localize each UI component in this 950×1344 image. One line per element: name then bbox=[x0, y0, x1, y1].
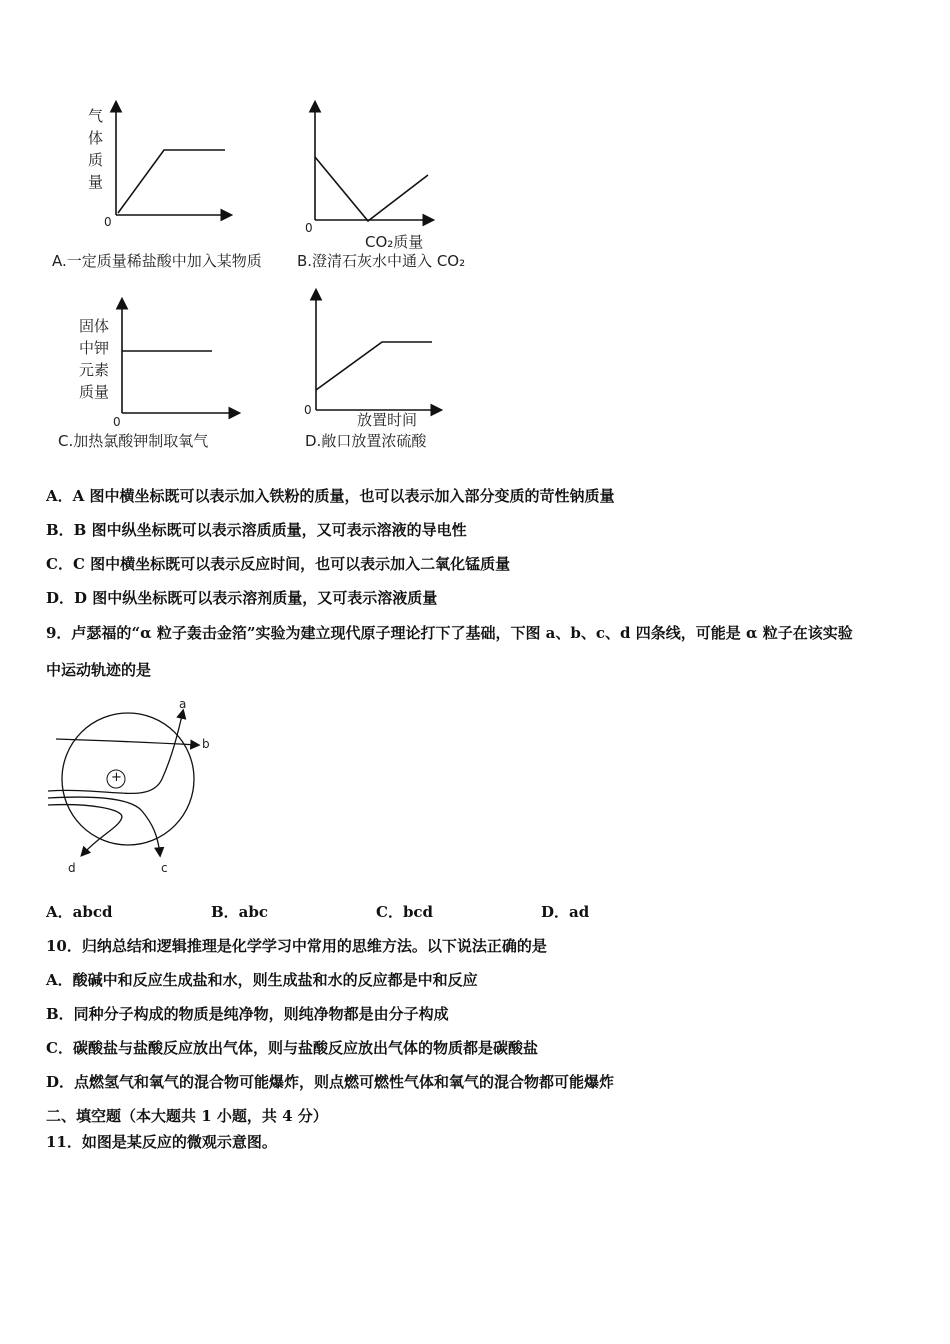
graph-a-ylabel-char: 量 bbox=[88, 173, 104, 191]
q10-option-b: B．同种分子构成的物质是纯净物，则纯净物都是由分子构成 bbox=[46, 1005, 449, 1023]
label-b: b bbox=[202, 737, 210, 751]
q9-option-d: D．ad bbox=[541, 903, 590, 921]
q10-stem: 10．归纳总结和逻辑推理是化学学习中常用的思维方法。以下说法正确的是 bbox=[46, 937, 547, 955]
graph-b-curve bbox=[315, 157, 428, 221]
graph-d-xlabel: 放置时间 bbox=[357, 411, 418, 429]
graph-c-ylabel-line: 中钾 bbox=[79, 339, 110, 357]
trajectory-b bbox=[56, 739, 198, 745]
q8-option-d: D．D 图中纵坐标既可以表示溶剂质量，又可表示溶液质量 bbox=[46, 589, 438, 607]
graph-a-ylabel bbox=[88, 105, 103, 193]
rutherford-svg bbox=[40, 695, 230, 885]
graph-c-ylabel-line: 元素 bbox=[79, 361, 110, 379]
graph-c-ylabel bbox=[79, 315, 109, 403]
graph-c bbox=[75, 295, 250, 435]
trajectory-c bbox=[48, 797, 160, 855]
graph-d-origin: 0 bbox=[304, 403, 312, 417]
label-c: c bbox=[161, 861, 168, 875]
graph-c-caption: C.加热氯酸钾制取氧气 bbox=[58, 432, 209, 450]
graph-a-axes bbox=[80, 95, 250, 230]
q9-stem-line2: 中运动轨迹的是 bbox=[46, 661, 152, 679]
q9-option-c: C．bcd bbox=[376, 903, 434, 921]
graph-a-caption: A.一定质量稀盐酸中加入某物质 bbox=[52, 252, 262, 270]
graph-a-origin: 0 bbox=[104, 215, 112, 229]
graph-b-caption: B.澄清石灰水中通入 CO₂ bbox=[297, 252, 466, 270]
q9-option-a: A．abcd bbox=[46, 903, 113, 921]
graph-a-ylabel-char: 质 bbox=[88, 151, 104, 169]
graph-c-ylabel-line: 质量 bbox=[79, 383, 110, 401]
label-a: a bbox=[179, 697, 187, 711]
q10-option-a: A．酸碱中和反应生成盐和水，则生成盐和水的反应都是中和反应 bbox=[46, 971, 478, 989]
graph-b-axes bbox=[300, 95, 460, 230]
graph-d-caption: D.敞口放置浓硫酸 bbox=[305, 432, 427, 450]
section2-heading: 二、填空题（本大题共 1 小题，共 4 分） bbox=[46, 1107, 328, 1125]
q11-stem: 11．如图是某反应的微观示意图。 bbox=[46, 1133, 277, 1151]
graph-a-ylabel-char: 气 bbox=[88, 107, 104, 125]
q9-stem-line1: 9．卢瑟福的“α 粒子轰击金箔”实验为建立现代原子理论打下了基础，下图 a、b、c、d 四条线，可能是 α 粒子在该实验 bbox=[46, 624, 853, 642]
graph-b bbox=[300, 95, 460, 255]
q9-option-b: B．abc bbox=[211, 903, 269, 921]
graph-c-origin: 0 bbox=[113, 415, 121, 429]
q10-option-d: D．点燃氢气和氧气的混合物可能爆炸，则点燃可燃性气体和氧气的混合物都可能爆炸 bbox=[46, 1073, 615, 1091]
graph-b-origin: 0 bbox=[305, 221, 313, 235]
graph-d-curve bbox=[316, 342, 432, 390]
q8-option-c: C．C 图中横坐标既可以表示反应时间，也可以表示加入二氧化锰质量 bbox=[46, 555, 511, 573]
q10-option-c: C．碳酸盐与盐酸反应放出气体，则与盐酸反应放出气体的物质都是碳酸盐 bbox=[46, 1039, 538, 1057]
graph-a bbox=[80, 95, 250, 230]
graph-a-ylabel-char: 体 bbox=[88, 129, 104, 147]
graph-d-axes bbox=[300, 285, 460, 420]
q8-option-a: A．A 图中横坐标既可以表示加入铁粉的质量，也可以表示加入部分变质的苛性钠质量 bbox=[46, 487, 615, 505]
nucleus-sign: + bbox=[111, 770, 122, 785]
q8-option-b: B．B 图中纵坐标既可以表示溶质质量，又可表示溶液的导电性 bbox=[46, 521, 467, 539]
label-d: d bbox=[68, 861, 76, 875]
atom-circle bbox=[62, 713, 194, 845]
graph-b-xlabel: CO₂质量 bbox=[365, 233, 424, 251]
graph-a-curve bbox=[118, 150, 225, 213]
rutherford-figure bbox=[40, 695, 230, 885]
graph-d bbox=[300, 285, 460, 430]
graph-c-ylabel-line: 固体 bbox=[79, 317, 110, 335]
